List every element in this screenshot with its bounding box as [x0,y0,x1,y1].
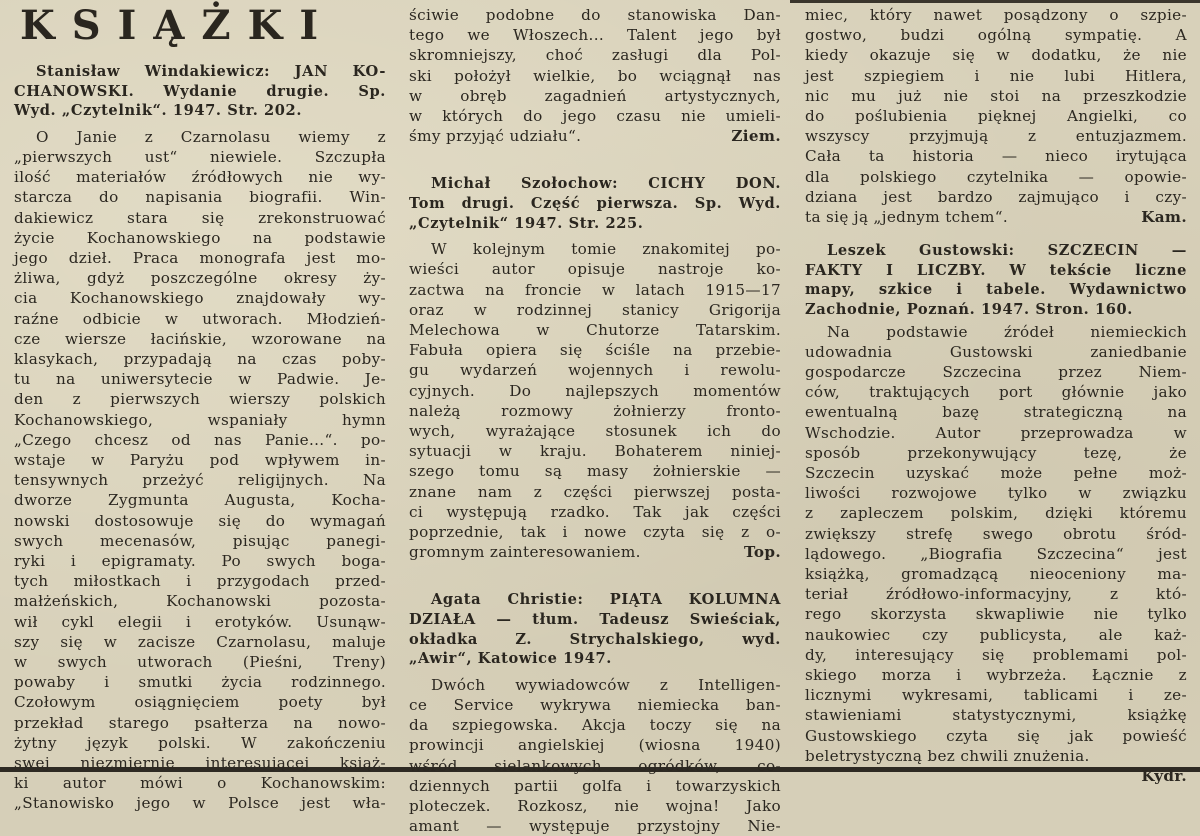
text-line: jego dzieł. Praca monografa jest mo- [14,249,386,267]
text-line: amant — występuje przystojny Nie- [409,817,781,836]
text-line: w których do jego czasu nie umieli- [409,107,781,126]
text-line: Fabuła opiera się ściśle na przebie- [409,341,781,360]
text-line: dy, interesujący się problemami pol- [805,645,1187,664]
text-line: gu wydarzeń wojennych i rewolu- [409,361,781,380]
text-line: w swych utworach (Pieśni, Treny) [14,653,386,672]
text-line: „pierwszych ust“ niewiele. Szczupła [14,147,386,166]
text-line: stawieniami statystycznymi, książkę [805,706,1187,725]
text-line: Gustowskiego czyta się jak powieść [805,726,1187,745]
text-line: „Czego chcesz od nas Panie...“. po- [14,430,386,449]
text-line: jest szpiegiem i nie lubi Hitlera, [805,66,1187,85]
text-line: małżeńskich, Kochanowski pozosta- [14,592,386,611]
text-line: nic mu już nie stoi na przeszkodzie [805,86,1187,105]
text-line: sposób przekonywujący tezę, że [805,443,1187,462]
text-line: dakiewicz stara się zrekonstruować [14,208,386,227]
text-line: tych miłostkach i przygodach przed- [14,572,386,591]
text-line: ta się ją „jednym tchem“. Kam. [805,208,1187,227]
review-4-header [805,241,1187,319]
text-line: da szpiegowska. Akcja toczy się na [409,716,781,735]
text-line: do poślubienia pięknej Angielki, co [805,107,1187,126]
text-line: wszyscy przyjmują z entuzjazmem. [805,127,1187,146]
review-1-body-continued [409,5,781,146]
text-line: Czołowym osiągnięciem poety był [14,693,386,712]
text-line: kiedy okazuje się w dodatku, że nie [805,46,1187,65]
text-line: ski położył wielkie, bo wciągnął nas [409,66,781,85]
text-line: Dwóch wywiadowców z Intelligen- [431,675,781,694]
text-line: raźne odbicie w utworach. Młodzień- [14,309,386,328]
text-line: tego we Włoszech... Talent jego był [409,26,781,45]
text-line: w obręb zagadnień artystycznych, [409,86,781,105]
review-3-header [409,590,781,668]
header-line: FAKTY I LICZBY. W tekście liczne [805,261,1187,279]
text-line: Szczecin uzyskać może pełne moż- [805,464,1187,483]
header-line: mapy, szkice i tabele. Wydawnictwo [805,281,1187,299]
review-1-header [14,62,386,121]
text-line: prowincji angielskiej (wiosna 1940) [409,736,781,755]
text-line: starcza do napisania biografii. Win- [14,188,386,207]
text-line: ce Service wykrywa niemiecka ban- [409,696,781,715]
text-line: cia Kochanowskiego znajdowały wy- [14,289,386,308]
text-line: lądowego. „Biografia Szczecina“ jest [805,544,1187,563]
text-line: żliwa, gdyż poszczególne okresy ży- [14,269,386,288]
text-line: klasykach, przypadają na czas poby- [14,350,386,369]
text-line: przekład starego psałterza na nowo- [14,713,386,732]
text-line: beletrystyczną bez chwili znużenia. [805,746,1090,765]
header-line: Agata Christie: PIĄTA KOLUMNA [431,591,781,609]
text-line: W kolejnym tomie znakomitej po- [431,240,781,259]
review-4-body [805,322,1187,766]
text-line: naukowiec czy publicysta, ale każ- [805,625,1187,644]
header-line: Stanisław Windakiewicz: JAN KO- [36,63,386,80]
text-line: zwiększy strefę swego obrotu śród- [805,524,1187,543]
text-line: zactwa na froncie w latach 1915—17 [409,280,781,299]
text-line: nowski dostosowuje się do wymagań [14,511,386,530]
review-2-header [409,174,781,233]
text-line: ki autor mówi o Kochanowskim: [14,774,386,793]
text-line: wych, wyrażające stosunek ich do [409,422,781,441]
header-line: „Czytelnik“ 1947. Str. 225. [409,214,644,232]
text-line: ryki i epigramaty. Po swych boga- [14,552,386,571]
text-line: skromniejszy, choć zasługi dla Pol- [409,46,781,65]
text-line: oraz w rodzinnej stanicy Grigorija [409,300,781,319]
text-line: wśród sielankowych ogródków, co- [409,756,781,775]
header-line: Michał Szołochow: CICHY DON. [431,175,781,193]
review-1-body [14,127,386,814]
text-line: teriał źródłowo-informacyjny, z któ- [805,585,1187,604]
text-line: swych mecenasów, pisując panegi- [14,531,386,550]
text-line: „Stanowisko jego w Polsce jest wła- [14,794,386,813]
text-line: miec, który nawet posądzony o szpie- [805,6,1187,24]
text-line: poprzednie, tak i nowe czyta się z o- [409,523,781,542]
text-line: ściwie podobne do stanowiska Dan- [409,6,781,24]
text-line: rego skorzysta skwapliwie nie tylko [805,605,1187,624]
text-line: życie Kochanowskiego na podstawie [14,228,386,247]
text-line: należą rozmowy żołnierzy fronto- [409,401,781,420]
text-line: tensywnych przeżyć religijnych. Na [14,471,386,490]
text-line: liwości rozwojowe tylko w związku [805,484,1187,503]
header-line: „Awir“, Katowice 1947. [409,650,612,668]
header-line: Zachodnie, Poznań. 1947. Stron. 160. [805,301,1133,319]
text-line: wieści autor opisuje nastroje ko- [409,260,781,279]
text-line: Kochanowskiego, wspaniały hymn [14,410,386,429]
text-line: Wschodzie. Autor przeprowadza w [805,423,1187,442]
text-line: żytny język polski. W zakończeniu [14,733,386,752]
text-line: dziana jest bardzo zajmująco i czy- [805,187,1187,206]
text-line: licznymi wykresami, tablicami i ze- [805,686,1187,705]
text-line: ców, traktujących port głównie jako [805,383,1187,402]
header-line: okładka Z. Strychalskiego, wyd. [409,630,781,648]
review-3-body-continued [805,5,1187,227]
text-line: wstaje w Paryżu pod wpływem in- [14,451,386,470]
text-line: gospodarcze Szczecina przez Niem- [805,363,1187,382]
text-line: dworze Zygmunta Augusta, Kocha- [14,491,386,510]
text-line: ilość materiałów źródłowych nie wy- [14,168,386,187]
column-2 [409,5,781,836]
header-line: CHANOWSKI. Wydanie drugie. Sp. [14,82,386,100]
text-line: ci występują rzadko. Tak jak części [409,502,781,521]
text-line: książką, gromadzącą nieoceniony ma- [805,565,1187,584]
header-line: DZIAŁA — tłum. Tadeusz Swieściak, [409,611,781,629]
text-line: cze wiersze łacińskie, wzorowane na [14,329,386,348]
text-line: szego tomu są masy żołnierskie — [409,462,781,481]
text-line: dziennych partii golfa i towarzyskich [409,776,781,795]
text-line: wił cykl elegii i erotyków. Usunąw- [14,612,386,631]
review-signature: Ziem. [731,127,781,146]
text-line: Na podstawie źródeł niemieckich [827,322,1187,341]
text-line: gostwo, budzi ogólną sympatię. A [805,26,1187,45]
text-line: den z pierwszych wierszy polskich [14,390,386,409]
review-4-signature: Kydr. [1141,767,1187,786]
section-title: KSIĄŻKI [20,2,336,49]
text-line: Cała ta historia — nieco irytująca [805,147,1187,166]
text-line: ploteczek. Rozkosz, nie wojna! Jako [409,797,781,816]
text-line: powaby i smutki życia rodzinnego. [14,673,386,692]
text-line: swej niezmiernie interesującej książ- [14,754,386,773]
text-line: cyjnych. Do najlepszych momentów [409,381,781,400]
text-line: z zapleczem polskim, dzięki któremu [805,504,1187,523]
review-signature: Top. [744,543,781,562]
text-line: skiego morza i wybrzeża. Łącznie z [805,666,1187,685]
header-line: Tom drugi. Część pierwsza. Sp. Wyd. [409,195,781,213]
column-top-rule [790,0,1200,3]
header-line: Wyd. „Czytelnik“. 1947. Str. 202. [14,102,302,120]
text-line: sytuacji w kraju. Bohaterem niniej- [409,442,781,461]
text-line: znane nam z części pierwszej posta- [409,482,781,501]
text-line: gromnym zainteresowaniem. Top. [409,543,781,562]
review-2-body [409,239,781,562]
review-3-body [409,675,781,836]
text-line: dla polskiego czytelnika — opowie- [805,167,1187,186]
review-signature: Kam. [1141,208,1187,227]
text-line: ewentualną bazę strategiczną na [805,403,1187,422]
header-line: Leszek Gustowski: SZCZECIN — [827,242,1187,260]
column-1 [14,0,386,814]
text-line: śmy przyjąć udziału“. Ziem. [409,127,781,146]
text-line: O Janie z Czarnolasu wiemy z [36,127,386,146]
text-line: szy się w zacisze Czarnolasu, maluje [14,632,386,651]
text-line: udowadnia Gustowski zaniedbanie [805,342,1187,361]
text-line: tu na uniwersytecie w Padwie. Je- [14,370,386,389]
text-line: Melechowa w Chutorze Tatarskim. [409,321,781,340]
column-3 [805,5,1187,786]
